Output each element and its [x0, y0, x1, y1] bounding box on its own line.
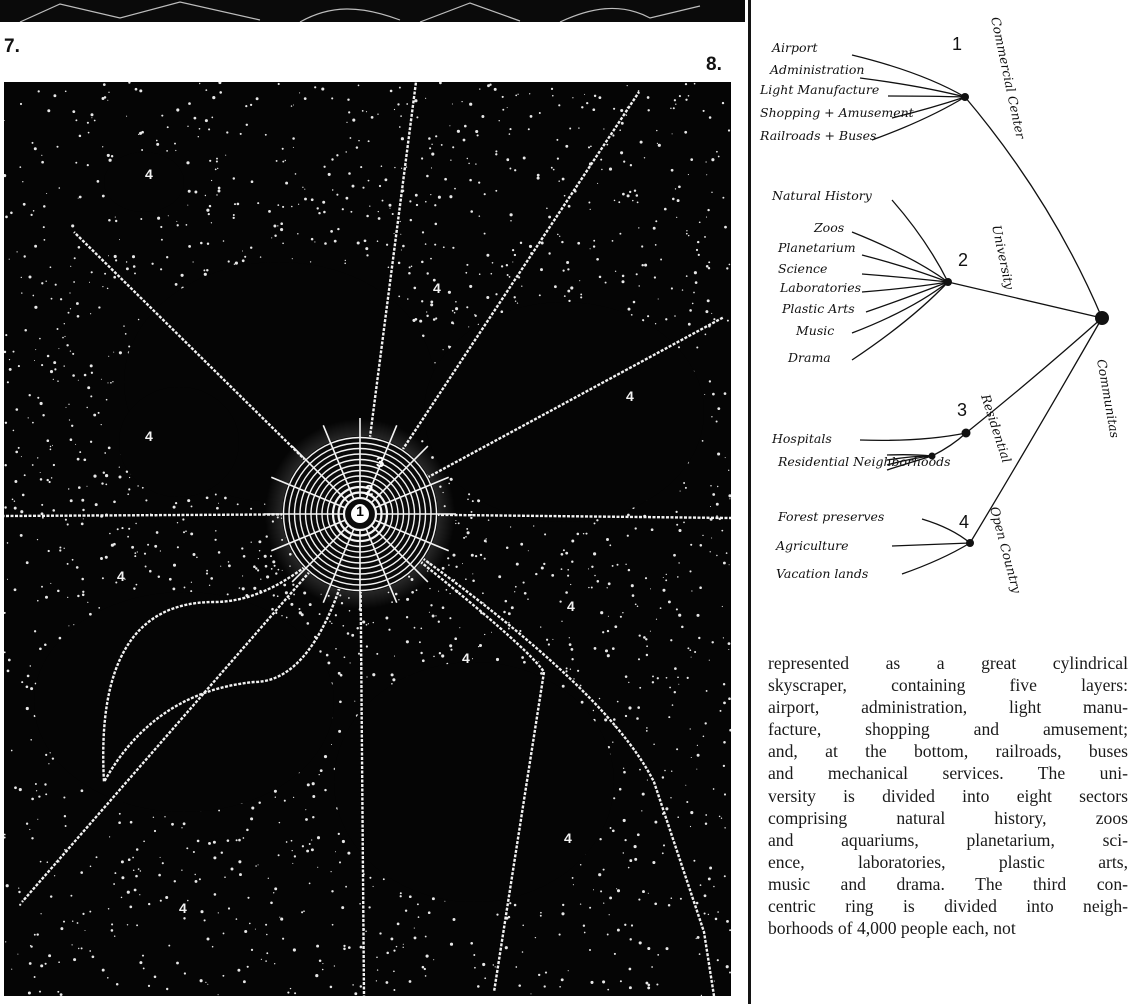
previous-figure-sketch [0, 0, 745, 22]
root-communitas: Communitas [1094, 357, 1123, 440]
text-line: centric ring is divided into neigh- [768, 896, 1128, 917]
center-ring-label-2: 2 [365, 482, 374, 499]
zone-label-4: 4 [626, 388, 634, 404]
zone-label-4: 4 [145, 428, 153, 444]
column-divider [748, 0, 751, 1004]
item-natural-history: Natural History [772, 188, 872, 203]
center-ring-label-1: 1 [353, 504, 367, 518]
communitas-tree-diagram [752, 0, 1135, 610]
text-line: and mechanical services. The uni- [768, 763, 1128, 784]
text-line: facture, shopping and amusement; [768, 719, 1128, 740]
previous-figure-strip [0, 0, 745, 22]
item-residential-neighborhoods: Residential Neighborhoods [778, 454, 951, 469]
node-name-commercial-center: Commercial Center [988, 15, 1029, 140]
zone-label-4: 4 [117, 568, 125, 584]
item-agriculture: Agriculture [776, 538, 849, 553]
node-number-4: 4 [959, 512, 970, 532]
item-administration: Administration [770, 62, 865, 77]
text-line: versity is divided into eight sectors [768, 785, 1128, 806]
zone-label-4: 4 [179, 900, 187, 916]
node-number-2: 2 [958, 250, 969, 270]
item-forest-preserves: Forest preserves [778, 509, 885, 524]
text-line: music and drama. The third con- [768, 873, 1128, 894]
text-line: skyscraper, containing five layers: [768, 675, 1128, 696]
zone-label-4: 4 [145, 166, 153, 182]
text-line: and, at the bottom, railroads, buses [768, 741, 1128, 762]
text-line: and aquariums, planetarium, sci- [768, 829, 1128, 850]
item-laboratories: Laboratories [780, 280, 862, 295]
item-light-manufacture: Light Manufacture [760, 82, 880, 97]
item-planetarium: Planetarium [778, 240, 856, 255]
zone-label-4: 4 [433, 280, 441, 296]
text-line: represented as a great cylindrical [768, 653, 1128, 673]
figure-number-8: 8. [706, 54, 722, 75]
node-name-university: University [989, 223, 1018, 291]
item-hospitals: Hospitals [772, 431, 832, 446]
city-plan-map [4, 82, 731, 996]
item-airport: Airport [772, 40, 818, 55]
zone-label-4: 4 [567, 598, 575, 614]
node-number-3: 3 [957, 400, 968, 420]
body-paragraph [768, 652, 1128, 939]
node-number-1: 1 [952, 34, 963, 54]
city-plan-drawing [4, 82, 731, 996]
item-shopping-amusement: Shopping + Amusement [760, 105, 914, 120]
text-line: borhoods of 4,000 people each, not [768, 918, 1016, 939]
figure-number-7: 7. [4, 36, 20, 57]
item-zoos: Zoos [814, 220, 845, 235]
item-vacation-lands: Vacation lands [776, 566, 869, 581]
item-science: Science [778, 261, 828, 276]
item-railroads-buses: Railroads + Buses [760, 128, 877, 143]
item-plastic-arts: Plastic Arts [782, 301, 855, 316]
item-music: Music [796, 323, 835, 338]
text-line: ence, laboratories, plastic arts, [768, 851, 1128, 872]
item-drama: Drama [788, 350, 831, 365]
center-ring-label-3: 3 [376, 454, 385, 471]
zone-label-4: 4 [462, 650, 470, 666]
text-line: comprising natural history, zoos [768, 807, 1128, 828]
node-name-open-country: Open Country [987, 504, 1025, 595]
zone-label-4: 4 [564, 830, 572, 846]
node-name-residential: Residential [978, 392, 1015, 465]
diagram-drawing [752, 0, 1135, 610]
text-line: airport, administration, light manu- [768, 697, 1128, 718]
